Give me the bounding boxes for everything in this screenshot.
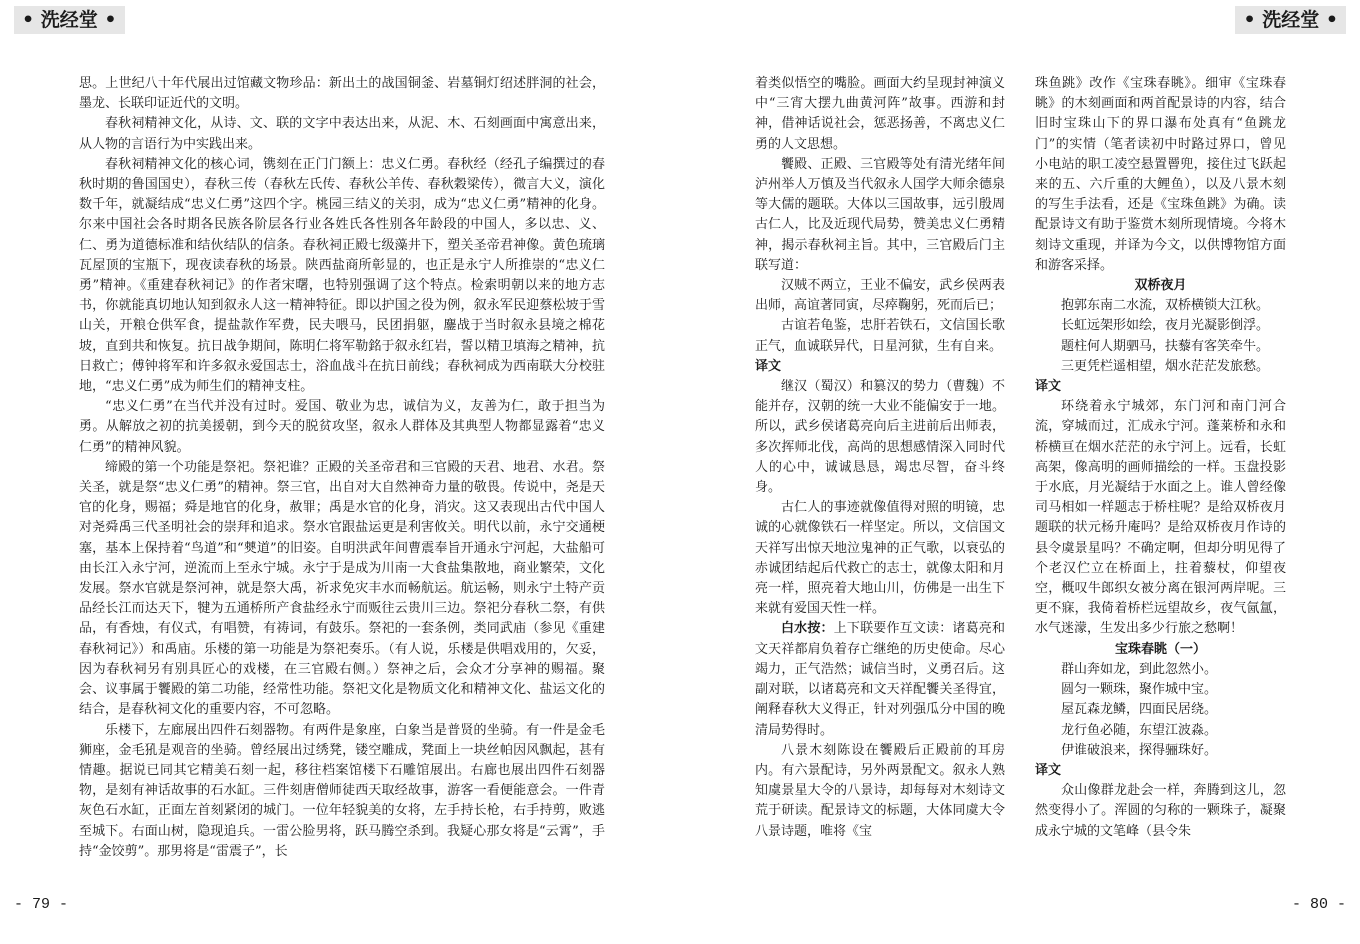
- journal-header-right: • 洗经堂 •: [1235, 6, 1346, 34]
- paragraph: 乐楼下，左廊展出四件石刻器物。有两件是象座，白象当是普贤的坐骑。有一件是金毛狮座，金毛犼是观音的坐骑。曾经展出过绣凳，镂空雕成，凳面上一块丝帕因风飘起，甚有情趣。据说已同其它精美石刻一起，移往档案馆楼下石雕馆展出。右廊也展出四件石刻器物，是刻有神话故事的石水缸。三件刻唐僧师徒西天取经故事，游客一看便能意会。一件青灰色石水缸，正面左首刻紧闭的城门。一位年轻貌美的女将，左手持长枪，右手持剪，败逃至城下。右面山树，隐现追兵。一雷公脸男将，跃马腾空杀到。我疑心那女将是“云霄”，手持“金饺剪”。那男将是“雷震子”，长: [79, 722, 605, 859]
- page-79-body: [79, 74, 605, 860]
- translation-label: 译文: [1035, 762, 1062, 778]
- note-label: 白水按：: [781, 621, 834, 637]
- paragraph: 缔殿的第一个功能是祭祀。祭祀谁？正殿的关圣帝君和三官殿的天君、地君、水君。祭关圣，就是祭“忠义仁勇”的精神。祭三官，出自对大自然神奇力量的敬畏。传说中，尧是天官的化身，赐福；舜是地官的化身，赦罪；禹是水官的化身，消灾。这又表现出古代中国人对尧舜禹三代圣明社会的崇拜和追求。祭水官跟盐运更是利害攸关。明代以前，永宁交通梗塞，基本上保持着“鸟道”和“僰道”的旧姿。自明洪武年间曹震奉旨开通永宁河起，大盐船可由长江入永宁河，逆流而上至永宁城。永宁于是成为川南一大食盐集散地，商业繁荣，文化发展。祭水官就是祭河神，就是祭大禹，祈求免灾丰水而畅航运。航运畅，则永宁土特产贡品经长江而达天下，犍为五通桥所产食盐经永宁而贩往云贵川三边。祭祀分春秋二祭，有供品，有香烛，有仪式，有唱赞，有祷词，有鼓乐。祭祀的一套条例，类同武庙（参见《重建春秋祠记》）和禹庙。乐楼的第一功能是为祭祀奏乐。（有人说，乐楼是供唱戏用的，欠妥，因为春秋祠另有别具匠心的戏楼，在三官殿右侧。）祭神之后，会众才分享神的赐福。聚会、议事属于饗殿的第二功能，经常性功能。祭祀文化是物质文化和精神文化、盐运文化的结合，是春秋祠文化的重要内容，不可忽略。: [79, 459, 605, 718]
- paragraph: 古仁人的事迹就像值得对照的明镜，忠诚的心就像铁石一样坚定。所以，文信国文天祥写出惊天地泣鬼神的正气歌，以衰弘的赤诚团结起后代救亡的志士，就像太阳和月亮一样，照亮着大地山川，仿佛是一出生下来就有爱国天性一样。: [755, 500, 1005, 617]
- poem-line: 长虹远架形如绘，夜月光凝影倒浮。: [1061, 318, 1270, 334]
- paragraph: 饗殿、正殿、三官殿等处有清光绪年间泸州举人万慎及当代叙永人国学大师余德泉等大儒的题联。大体以三国故事，远引殷周古仁人，比及近现代局势，赞美忠义仁勇精神，揭示春秋祠主旨。其中，三官殿后门主联写道：: [755, 156, 1005, 273]
- poem-line: 伊谁破浪来，探得骊珠好。: [1061, 742, 1218, 758]
- poem-line: 三更凭栏遥相望，烟水茫茫发旅愁。: [1061, 358, 1270, 374]
- poem-line: 龙行鱼必随，东望江波淼。: [1061, 722, 1218, 738]
- page-number-right: - 80 -: [1291, 896, 1346, 913]
- paragraph: “忠义仁勇”在当代并没有过时。爱国、敬业为忠，诚信为义，友善为仁，敢于担当为勇。从解放之初的抗美援朝，到今天的脱贫攻坚，叙永人群体及其典型人物都显露着“忠义仁勇”的精神风貌。: [79, 399, 605, 455]
- paragraph: 继汉（蜀汉）和篡汉的势力（曹魏）不能并存，汉朝的统一大业不能偏安于一地。所以，武乡侯诸葛亮向后主进前后出师表，多次挥师北伐，高尚的思想感情深入同时代人的心中，诚诚恳恳，竭忠尽智，奋斗终身。: [755, 379, 1005, 496]
- poem-line: 屋瓦森龙鳞，四面民居绕。: [1061, 702, 1218, 718]
- paragraph: 珠鱼跳》改作《宝珠春眺》。细审《宝珠春眺》的木刻画面和两首配景诗的内容，结合旧时宝珠山下的界口瀑布处真有“鱼跳龙门”的实情（笔者读初中时路过界口，曾见小电站的职工凌空悬置罾兜，接住过飞跃起来的五、六斤重的大鲤鱼），以及八景木刻的写生手法看，还是《宝珠鱼跳》为确。读配景诗文有助于鉴赏木刻所现情境。今将木刻诗文重现，并译为今文，以供博物馆方面和游客采择。: [1035, 76, 1286, 273]
- paragraph: 环绕着永宁城郊，东门河和南门河合流，穿城而过，汇成永宁河。蓬莱桥和永和桥横亘在烟水茫茫的永宁河上。远看，长虹高架，像高明的画师描绘的一样。玉盘投影于水底，月光凝结于水面之上。谁人曾经像司马相如一样题志于桥柱呢？是给双桥夜月题联的状元杨升庵吗？是给双桥夜月作诗的县令虞景星吗？不确定啊，但却分明见得了个老汉伫立在桥面上，拄着藜杖，仰望夜空，概叹牛郎织女被分离在银河两岸呢。三更不寐，我倚着桥栏远望故乡，夜气氤氲，水气迷濛，生发出多少行旅之愁啊！: [1035, 399, 1286, 637]
- couplet-upper: 汉贼不两立，王业不偏安，武乡侯两表出师，高谊著同寅，尽瘁鞠躬，死而后已；: [755, 278, 1005, 314]
- couplet-lower: 古谊若龟鉴，忠肝若铁石，文信国长歌正气，血诚联异代，日星河狱，生有自来。: [755, 318, 1005, 354]
- paragraph: 春秋祠精神文化的核心词，镌刻在正门门额上：忠义仁勇。春秋经（经孔子编撰过的春秋时期的鲁国国史），春秋三传（春秋左氏传、春秋公羊传、春秋穀梁传），微言大义，演化数千年，就凝结成“忠义仁勇”这四个字。桃园三结义的关羽，成为“忠义仁勇”精神的化身。尔来中国社会各时期各民族各阶层各行业各姓氏各性别各年龄段的中国人，多以忠、义、仁、勇为道德标准和结伙结队的信条。春秋祠正殿七级藻井下，塑关圣帝君神像。黄色琉璃瓦屋顶的宝瓶下，现夜读春秋的场景。陕西盐商所彰显的，也正是永宁人所推崇的“忠义仁勇”精神。《重建春秋祠记》的作者宋曙，也特别强调了这个特点。检索明朝以来的地方志书，你就能真切地认知到叙永人这一精神特征。即以护国之役为例，叙永军民迎蔡松坡于雪山关，开粮仓供军食，提盐款作军费，民夫喂马，民团捐躯，鏖战于当时叙永县境之棉花坡，直到共和恢复。抗日战争期间，陈明仁将军勒銘于叙永红岩，誓以精卫填海之精神，抗日救亡；傅钟将军和许多叙永爱国志士，浴血战斗在抗日前线；春秋祠成为西南联大分校驻地，“忠义仁勇”成为师生们的精神支柱。: [79, 156, 605, 395]
- author-note: [755, 619, 1005, 740]
- translation-label: 译文: [1035, 379, 1062, 395]
- poem-line: 圆匀一颗珠，聚作城中宝。: [1061, 682, 1218, 698]
- paragraph: 八景木刻陈设在饗殿后正殿前的耳房内。有六景配诗，另外两景配文。叙永人熟知虞景星大令的八景诗，却每每对木刻诗文荒于研读。配景诗文的标题，大体同虞大令八景诗题，唯将《宝: [755, 742, 1005, 839]
- page-80-right-column: [1035, 74, 1286, 860]
- paragraph: 思。上世纪八十年代展出过馆藏文物珍品：新出土的战国铜釜、岩墓铜灯绍述胖洞的社会，墨龙、长联印证近代的文明。: [79, 76, 605, 112]
- paragraph: 春秋祠精神文化，从诗、文、联的文字中表达出来，从泥、木、石刻画面中寓意出来，从人物的言语行为中实践出来。: [79, 116, 605, 152]
- paragraph: 着类似悟空的嘴脸。画面大约呈现封神演义中“三宵大摆九曲黄河阵”故事。西游和封神，借神话说社会，惩恶扬善，不离忠义仁勇的人文思想。: [755, 76, 1005, 152]
- poem-title: 双桥夜月: [1134, 278, 1187, 294]
- poem-title: 宝珠春眺（一）: [1114, 641, 1206, 657]
- translation-label: 译文: [755, 358, 782, 374]
- page-number-left: - 79 -: [14, 896, 69, 913]
- poem-line: 题柱何人期驷马，扶藜有客笑牵牛。: [1061, 338, 1270, 354]
- page-80-left-column: [755, 74, 1005, 860]
- journal-header-left: • 洗经堂 •: [14, 6, 125, 34]
- poem-line: 抱郭东南二水流，双桥横锁大江秋。: [1061, 298, 1270, 314]
- poem-line: 群山奔如龙，到此忽然小。: [1061, 661, 1218, 677]
- note-text: 上下联要作互文读：诸葛亮和文天祥都肩负着存亡继绝的历史使命。尽心竭力，正气浩然；诚信当时，义勇召后。这副对联，以诸葛亮和文天祥配饗关圣得宜，阐释春秋大义得正，针对列强瓜分中国的晚清局势得时。: [755, 621, 1005, 738]
- paragraph: 众山像群龙赴会一样，奔腾到这儿，忽然变得小了。浑圆的匀称的一颗珠子，凝聚成永宁城的文笔峰（县令朱: [1035, 783, 1286, 839]
